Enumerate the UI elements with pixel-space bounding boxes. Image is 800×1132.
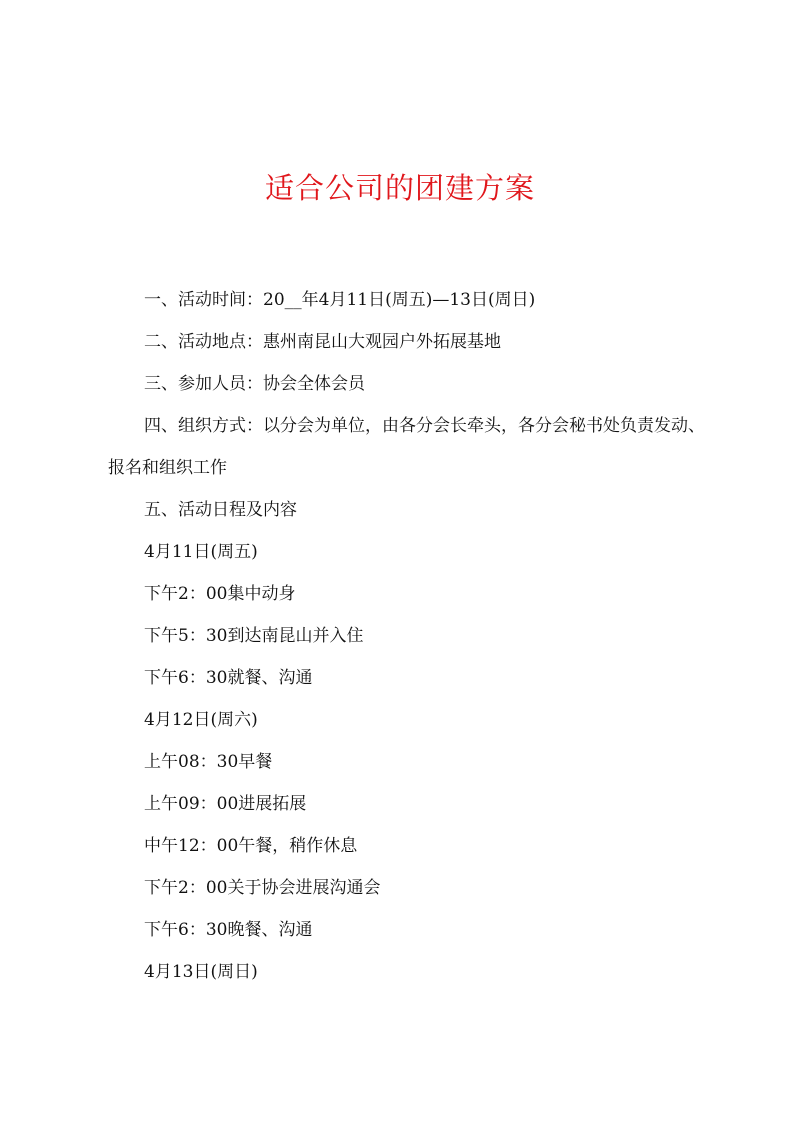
schedule-item: 中午12：00午餐，稍作休息	[144, 836, 358, 856]
paragraph-activity-location: 二、活动地点：惠州南昆山大观园户外拓展基地	[144, 332, 501, 352]
schedule-item: 上午09：00进展拓展	[144, 794, 307, 814]
paragraph-schedule-heading: 五、活动日程及内容	[144, 500, 297, 520]
schedule-item: 下午2：00关于协会进展沟通会	[144, 878, 381, 898]
paragraph-activity-time: 一、活动时间：20__年4月11日(周五)—13日(周日)	[144, 290, 536, 310]
document-body	[108, 279, 708, 993]
paragraph-participants: 三、参加人员：协会全体会员	[144, 374, 365, 394]
schedule-day-3: 4月13日(周日)	[144, 962, 258, 982]
schedule-item: 上午08：30早餐	[144, 752, 273, 772]
schedule-day-2: 4月12日(周六)	[144, 710, 258, 730]
paragraph-organization: 四、组织方式：以分会为单位，由各分会长牵头，各分会秘书处负责发动、报名和组织工作	[108, 416, 705, 478]
schedule-item: 下午2：00集中动身	[144, 584, 296, 604]
document-title: 适合公司的团建方案	[264, 171, 535, 205]
schedule-item: 下午6：30就餐、沟通	[144, 668, 313, 688]
schedule-item: 下午5：30到达南昆山并入住	[144, 626, 364, 646]
schedule-item: 下午6：30晚餐、沟通	[144, 920, 313, 940]
schedule-day-1: 4月11日(周五)	[144, 542, 258, 562]
